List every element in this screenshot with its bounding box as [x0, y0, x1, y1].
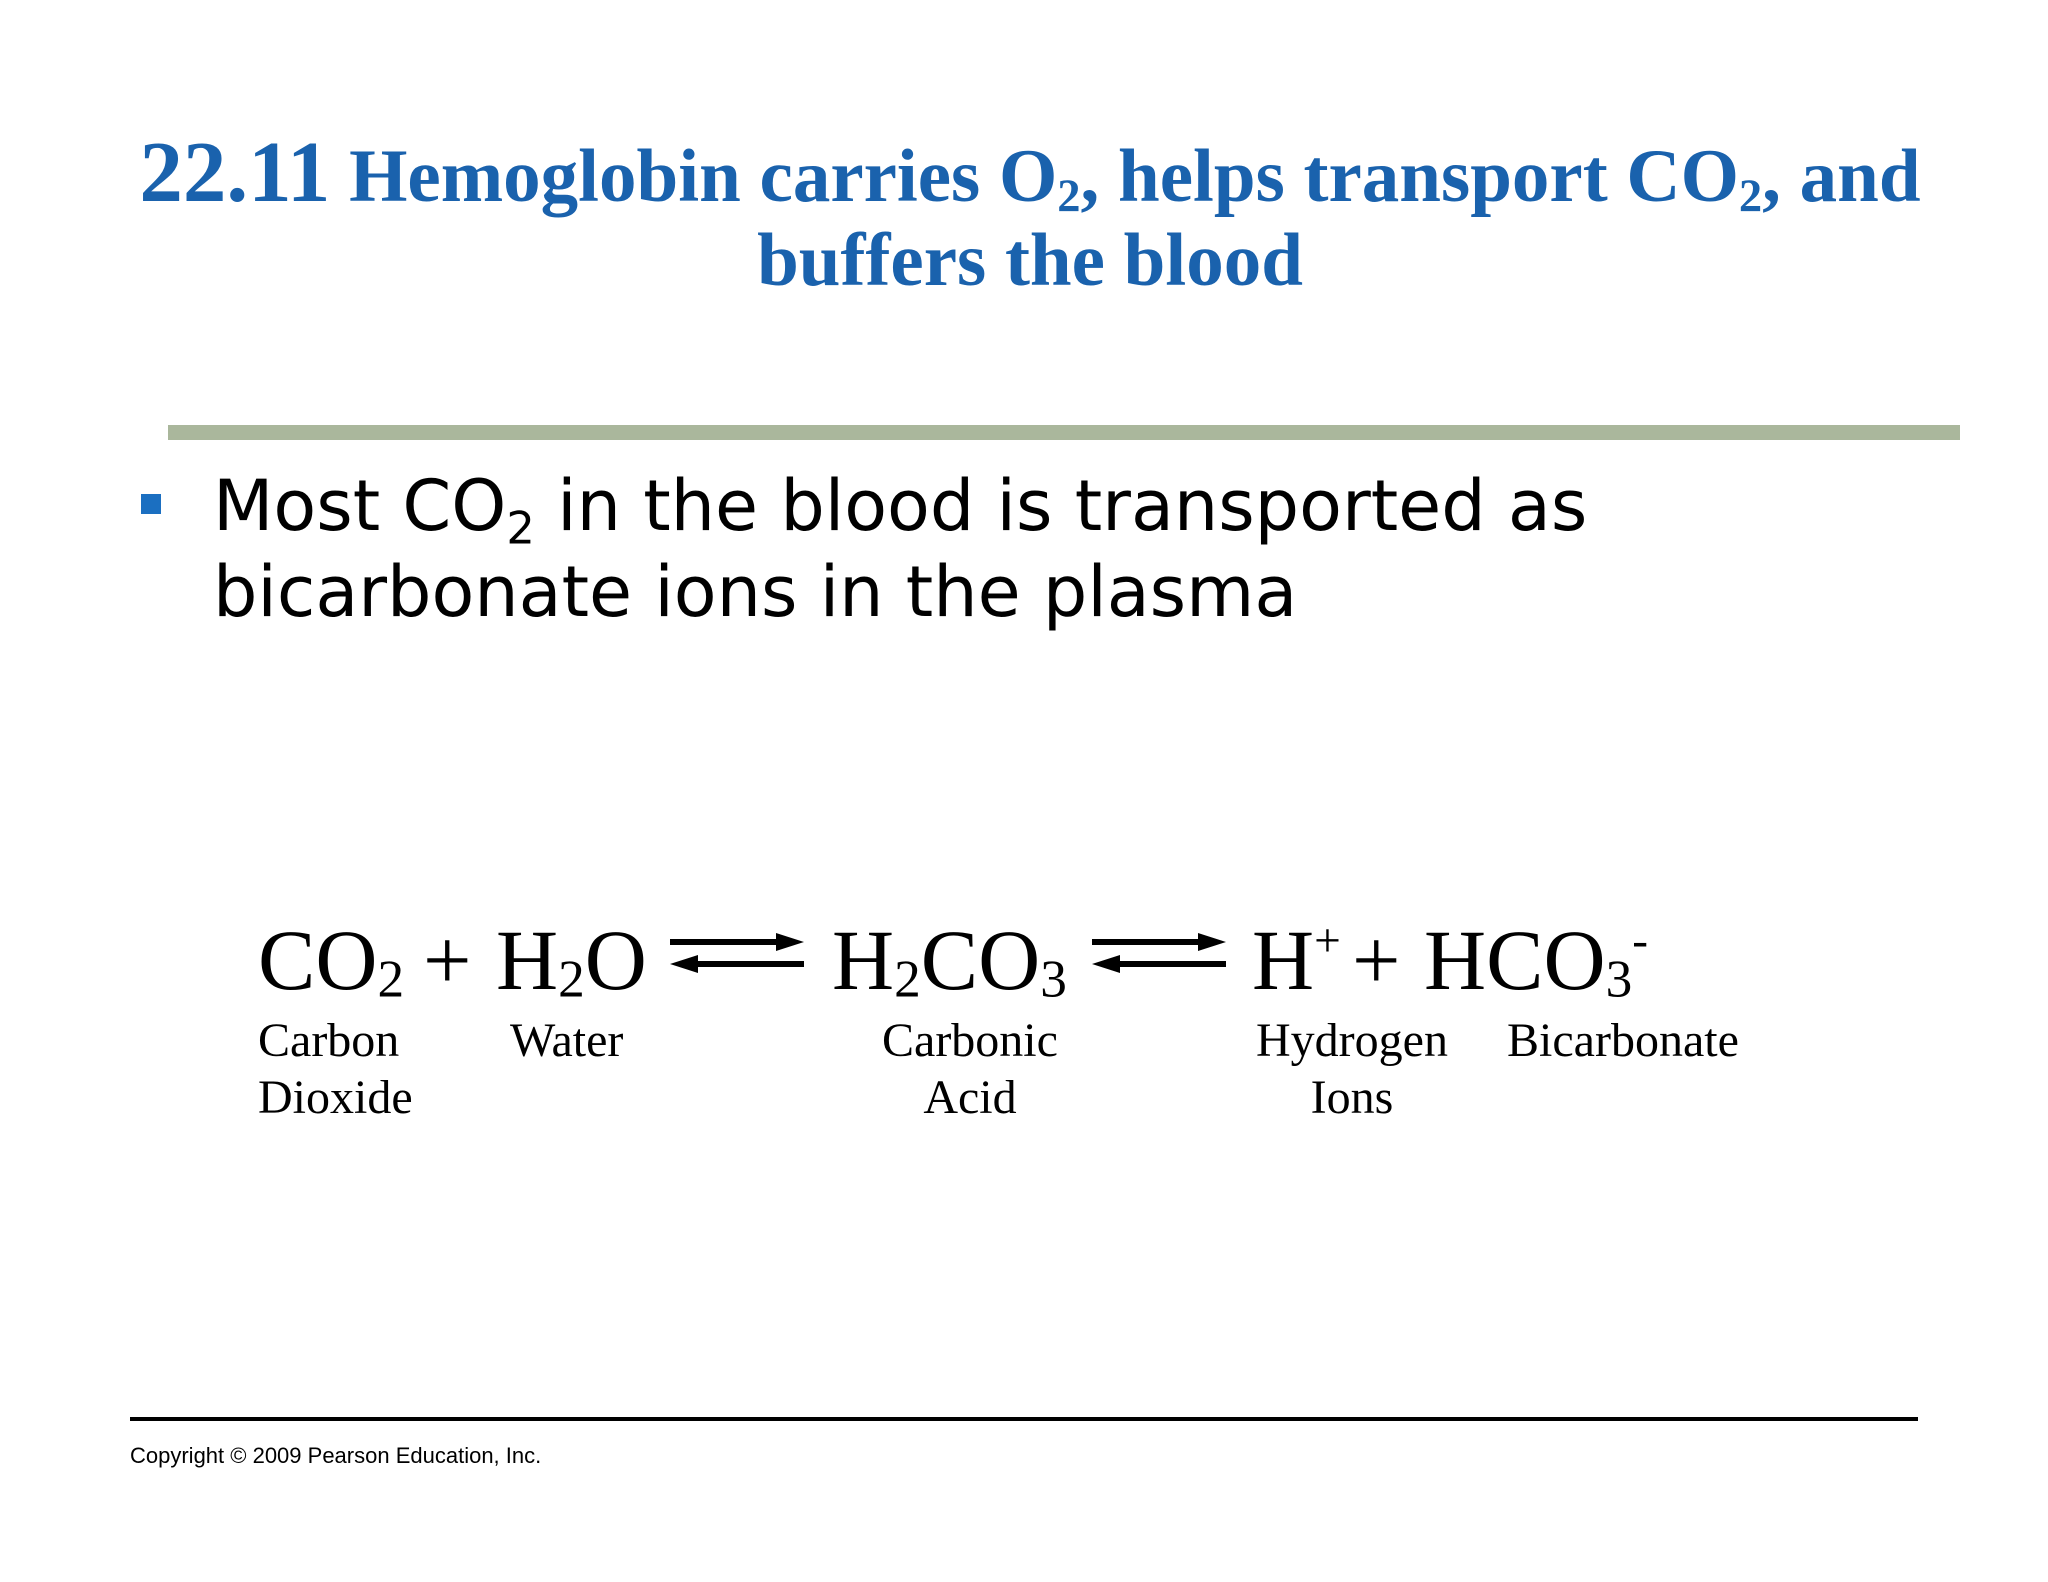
bullet-sub: 2	[506, 501, 535, 555]
bullet-text-a: Most CO	[213, 465, 507, 547]
title-sub-1: 2	[1057, 171, 1081, 223]
bullet-text-b: in the blood is transported as bicarbonate ions in the plasma	[213, 465, 1588, 633]
copyright-notice: Copyright © 2009 Pearson Education, Inc.	[130, 1443, 542, 1468]
title-text-2: , helps transport CO	[1080, 135, 1739, 218]
bullet-text	[213, 463, 1973, 635]
formula-h-ion: H+	[1252, 912, 1341, 1008]
formula-co2: $CO_2$	[258, 912, 405, 1009]
title-sub-2: 2	[1738, 171, 1763, 223]
title-text-1: Hemoglobin carries O	[349, 135, 1058, 218]
plus-sign-2: +	[1352, 912, 1401, 1008]
slide-title	[120, 123, 1940, 303]
equilibrium-arrows-icon	[1090, 930, 1228, 976]
formula-h2o: $H_2O$	[496, 912, 647, 1009]
label-water: Water	[510, 1014, 624, 1067]
title-line-1	[120, 123, 1940, 223]
title-text-3: , and	[1762, 135, 1921, 218]
title-line-2: buffers the blood	[757, 219, 1303, 302]
title-divider	[168, 425, 1960, 440]
equilibrium-arrows-icon	[668, 930, 806, 976]
bullet-square-icon	[141, 494, 161, 514]
formula-h2co3: $H_2CO_3$	[832, 912, 1067, 1009]
plus-sign-1: +	[423, 912, 472, 1008]
label-carbon-dioxide: Carbon Dioxide	[258, 1014, 413, 1124]
label-carbonic-acid: Carbonic Acid	[882, 1014, 1058, 1124]
section-number: 22.11	[139, 123, 331, 220]
footer-divider	[130, 1417, 1918, 1421]
label-hydrogen-ions: Hydrogen Ions	[1256, 1014, 1448, 1124]
formula-hco3: $HCO_3^-$	[1424, 912, 1648, 1009]
label-bicarbonate: Bicarbonate	[1507, 1014, 1739, 1067]
